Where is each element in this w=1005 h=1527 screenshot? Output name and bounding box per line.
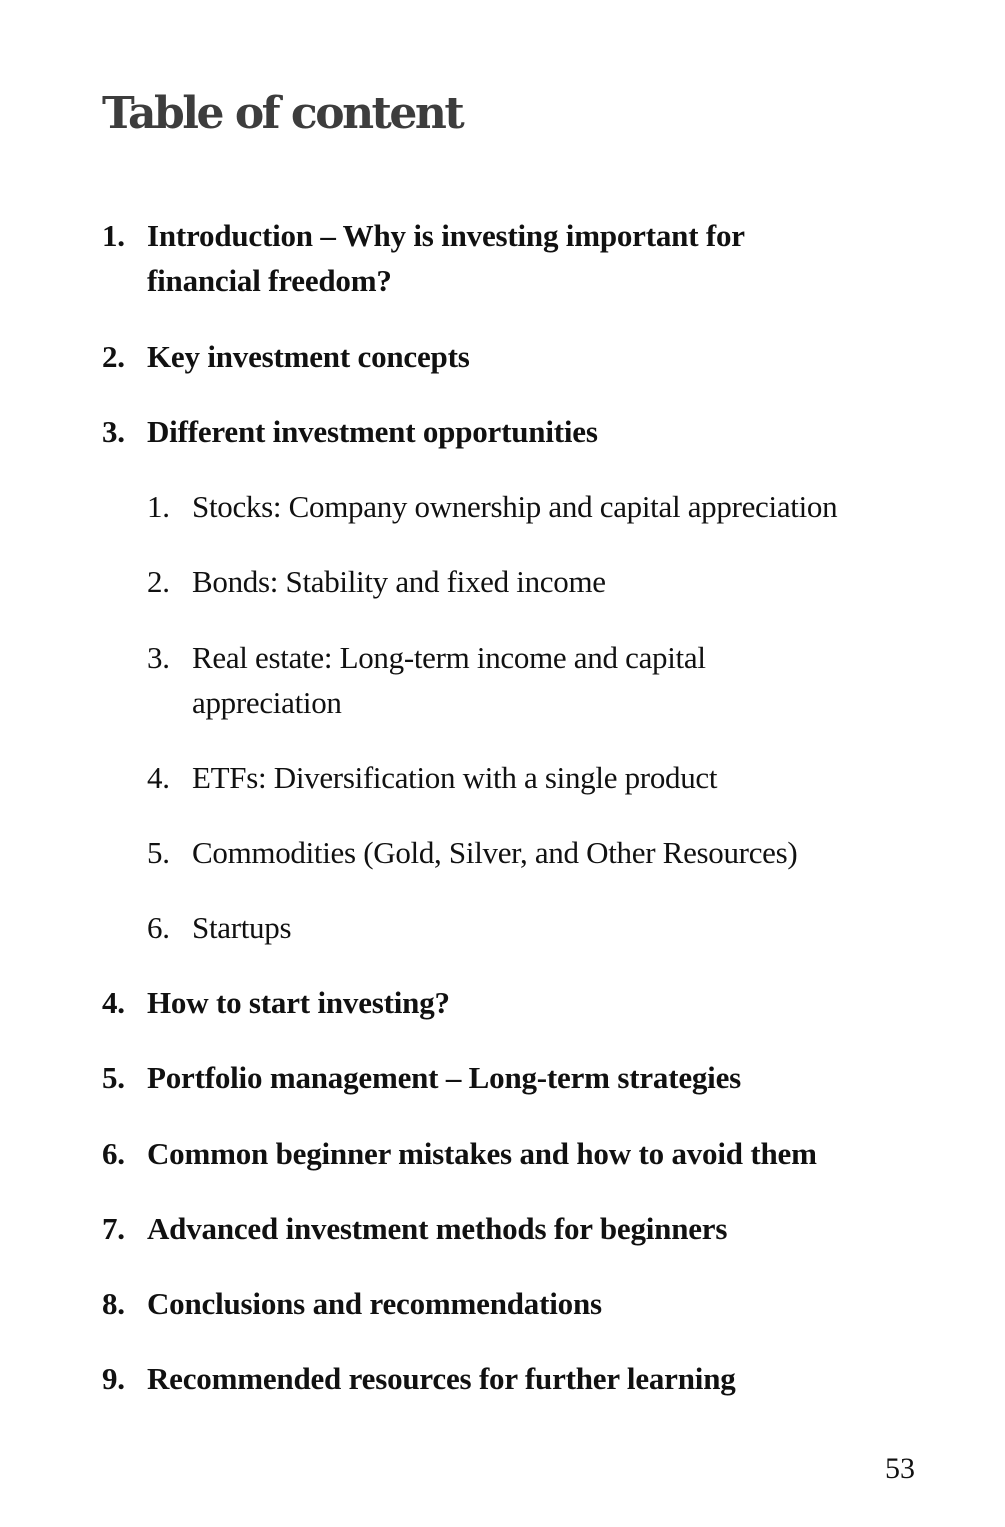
toc-item-mistakes: [102, 1131, 967, 1176]
toc-item-title: Key investment concepts: [147, 339, 470, 374]
toc-item-conclusions: [102, 1281, 847, 1326]
toc-subitem-number: 3.: [147, 640, 170, 675]
toc-item-title: How to start investing?: [147, 985, 450, 1020]
toc-subitem-number: 4.: [147, 760, 170, 795]
toc-subitem-title: ETFs: Diversification with a single product: [192, 760, 718, 795]
toc-subitem-number: 1.: [147, 489, 170, 524]
toc-subitem-stocks: [147, 484, 912, 529]
toc-item-number: 7.: [102, 1211, 125, 1246]
toc-item-start-investing: [102, 980, 847, 1025]
toc-item-title: Portfolio management – Long-term strategies: [147, 1060, 742, 1095]
toc-item-resources: [102, 1356, 847, 1401]
toc-item-title: Different investment opportunities: [147, 414, 598, 449]
toc-subitem-number: 2.: [147, 564, 170, 599]
toc-item-number: 6.: [102, 1136, 125, 1171]
toc-subitem-startups: [147, 905, 912, 950]
page-number: 53: [885, 1452, 915, 1485]
toc-item-title: Advanced investment methods for beginners: [147, 1211, 728, 1246]
toc-subitem-title: Real estate: Long-term income and capital appreciation: [192, 640, 706, 720]
toc-item-portfolio: [102, 1055, 847, 1100]
toc-item-title: Introduction – Why is investing important for financial freedom?: [147, 218, 745, 298]
toc-subitem-title: Startups: [192, 910, 292, 945]
toc-item-advanced: [102, 1206, 847, 1251]
toc-item-number: 9.: [102, 1361, 125, 1396]
toc-subitem-title: Bonds: Stability and fixed income: [192, 564, 606, 599]
toc-subitem-title: Commodities (Gold, Silver, and Other Resources): [192, 835, 798, 870]
toc-item-title: Recommended resources for further learning: [147, 1361, 736, 1396]
toc-subitem-number: 6.: [147, 910, 170, 945]
toc-item-number: 1.: [102, 218, 125, 253]
toc-item-number: 3.: [102, 414, 125, 449]
toc-subitem-bonds: [147, 559, 912, 604]
toc-item-introduction: [102, 213, 847, 303]
toc-item-title: Conclusions and recommendations: [147, 1286, 602, 1321]
toc-item-number: 2.: [102, 339, 125, 374]
toc-subitem-number: 5.: [147, 835, 170, 870]
page-title: Table of content: [102, 88, 463, 139]
toc-item-title: Common beginner mistakes and how to avoid them: [147, 1136, 817, 1171]
toc-item-number: 4.: [102, 985, 125, 1020]
toc-item-key-concepts: [102, 334, 847, 379]
toc-subitem-etfs: [147, 755, 912, 800]
toc-item-number: 5.: [102, 1060, 125, 1095]
toc-item-number: 8.: [102, 1286, 125, 1321]
toc-subitem-commodities: [147, 830, 912, 875]
toc-subitem-title: Stocks: Company ownership and capital appreciation: [192, 489, 838, 524]
toc-subitem-real-estate: [147, 635, 772, 725]
toc-item-opportunities: [102, 409, 847, 454]
